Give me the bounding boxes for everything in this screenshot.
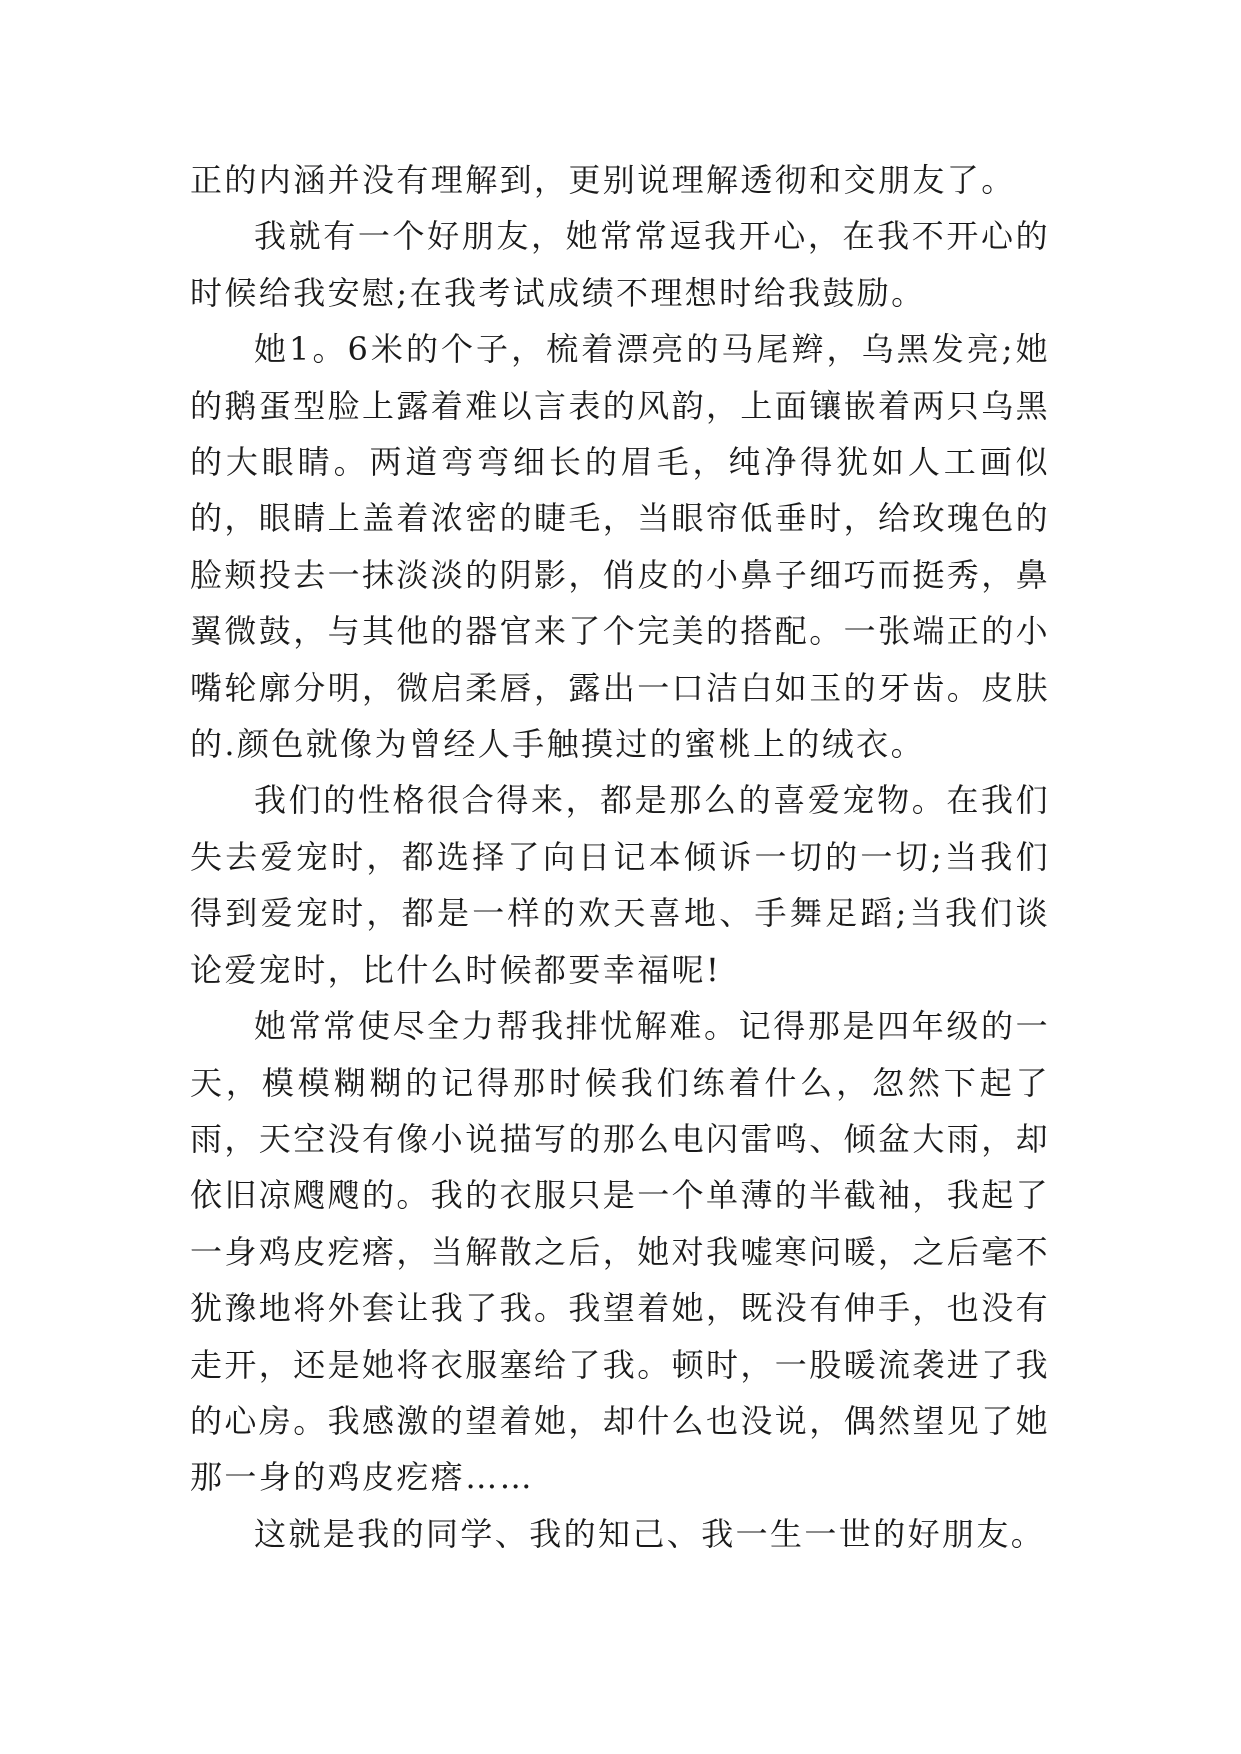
paragraph: 她1。6米的个子，梳着漂亮的马尾辫，乌黑发亮;她的鹅蛋型脸上露着难以言表的风韵，上面镶嵌着两只乌黑的大眼睛。两道弯弯细长的眉毛，纯净得犹如人工画似的，眼睛上盖着浓密的睫毛，当眼帘低垂时，给玫瑰色的脸颊投去一抹淡淡的阴影，俏皮的小鼻子细巧而挺秀，鼻翼微鼓，与其他的器官来了个完美的搭配。一张端正的小嘴轮廓分明，微启柔唇，露出一口洁白如玉的牙齿。皮肤的.颜色就像为曾经人手触摸过的蜜桃上的绒衣。: [190, 330, 1051, 764]
paragraph: 我们的性格很合得来，都是那么的喜爱宠物。在我们失去爱宠时，都选择了向日记本倾诉一切的一切;当我们得到爱宠时，都是一样的欢天喜地、手舞足蹈;当我们谈论爱宠时，比什么时候都要幸福呢!: [190, 781, 1050, 989]
paragraph: 她常常使尽全力帮我排忧解难。记得那是四年级的一天，模模糊糊的记得那时候我们练着什么，忽然下起了雨，天空没有像小说描写的那么电闪雷鸣、倾盆大雨，却依旧凉飕飕的。我的衣服只是一个单薄的半截袖，我起了一身鸡皮疙瘩，当解散之后，她对我嘘寒问暖，之后毫不犹豫地将外套让我了我。我望着她，既没有伸手，也没有走开，还是她将衣服塞给了我。顿时，一股暖流袭进了我的心房。我感激的望着她，却什么也没说，偶然望见了她那一身的鸡皮疙瘩……: [190, 1007, 1051, 1497]
paragraph-continued: 正的内涵并没有理解到，更别说理解透彻和交朋友了。: [190, 161, 1016, 199]
paragraph: 这就是我的同学、我的知己、我一生一世的好朋友。: [254, 1514, 1046, 1553]
document-body: [190, 152, 1050, 1562]
paragraph: 我就有一个好朋友，她常常逗我开心，在我不开心的时候给我安慰;在我考试成绩不理想时给我鼓励。: [190, 217, 1050, 312]
